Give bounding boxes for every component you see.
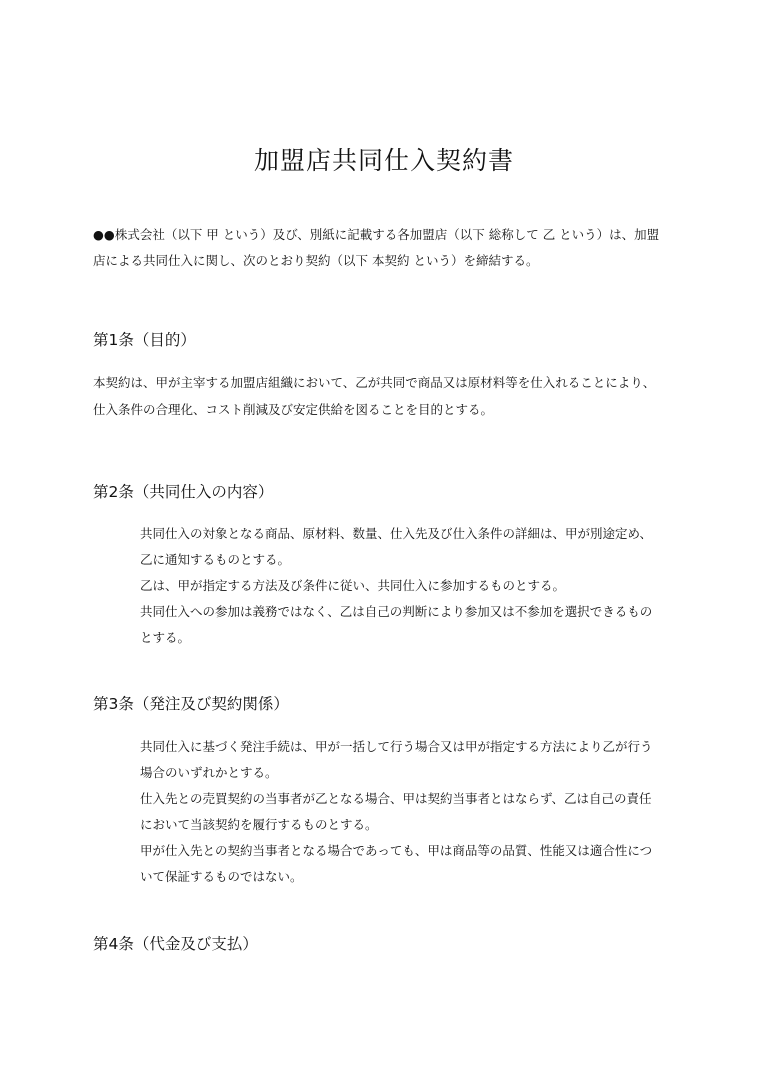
article-line: とする。 bbox=[140, 630, 191, 645]
article-line: において当該契約を履行するものとする。 bbox=[140, 817, 378, 832]
article-1-body bbox=[93, 369, 655, 423]
intro-paragraph bbox=[93, 222, 683, 274]
article-line: いて保証するものではない。 bbox=[140, 869, 303, 884]
article-line: 共同仕入に基づく発注手続は、甲が一括して行う場合又は甲が指定する方法により乙が行う bbox=[140, 739, 653, 754]
intro-line: ●●株式会社（以下 甲 という）及び、別紙に記載する各加盟店（以下 総称して 乙 という）は、加盟 bbox=[93, 227, 660, 242]
article-line: 仕入先との売買契約の当事者が乙となる場合、甲は契約当事者とはならず、乙は自己の責任 bbox=[140, 791, 652, 806]
article-3-heading: 第3条（発注及び契約関係） bbox=[93, 695, 289, 713]
article-3-body bbox=[140, 734, 653, 890]
article-line: 本契約は、甲が主宰する加盟店組織において、乙が共同で商品又は原材料等を仕入れることにより、 bbox=[93, 375, 656, 390]
document-title: 加盟店共同仕入契約書 bbox=[253, 145, 514, 175]
article-2-heading: 第2条（共同仕入の内容） bbox=[93, 483, 274, 501]
article-2-body bbox=[140, 521, 652, 651]
article-line: 乙は、甲が指定する方法及び条件に従い、共同仕入に参加するものとする。 bbox=[140, 578, 566, 593]
article-line: 場合のいずれかとする。 bbox=[140, 765, 278, 780]
article-line: 共同仕入への参加は義務ではなく、乙は自己の判断により参加又は不参加を選択できるもの bbox=[140, 604, 653, 619]
article-line: 仕入条件の合理化、コスト削減及び安定供給を図ることを目的とする。 bbox=[93, 402, 494, 417]
article-line: 乙に通知するものとする。 bbox=[140, 552, 291, 567]
intro-line: 店による共同仕入に関し、次のとおり契約（以下 本契約 という）を締結する。 bbox=[93, 253, 539, 268]
article-1-heading: 第1条（目的） bbox=[93, 331, 196, 349]
article-line: 甲が仕入先との契約当事者となる場合であっても、甲は商品等の品質、性能又は適合性につ bbox=[140, 843, 653, 858]
article-line: 共同仕入の対象となる商品、原材料、数量、仕入先及び仕入条件の詳細は、甲が別途定め、 bbox=[140, 526, 653, 541]
article-4-heading: 第4条（代金及び支払） bbox=[93, 935, 258, 953]
